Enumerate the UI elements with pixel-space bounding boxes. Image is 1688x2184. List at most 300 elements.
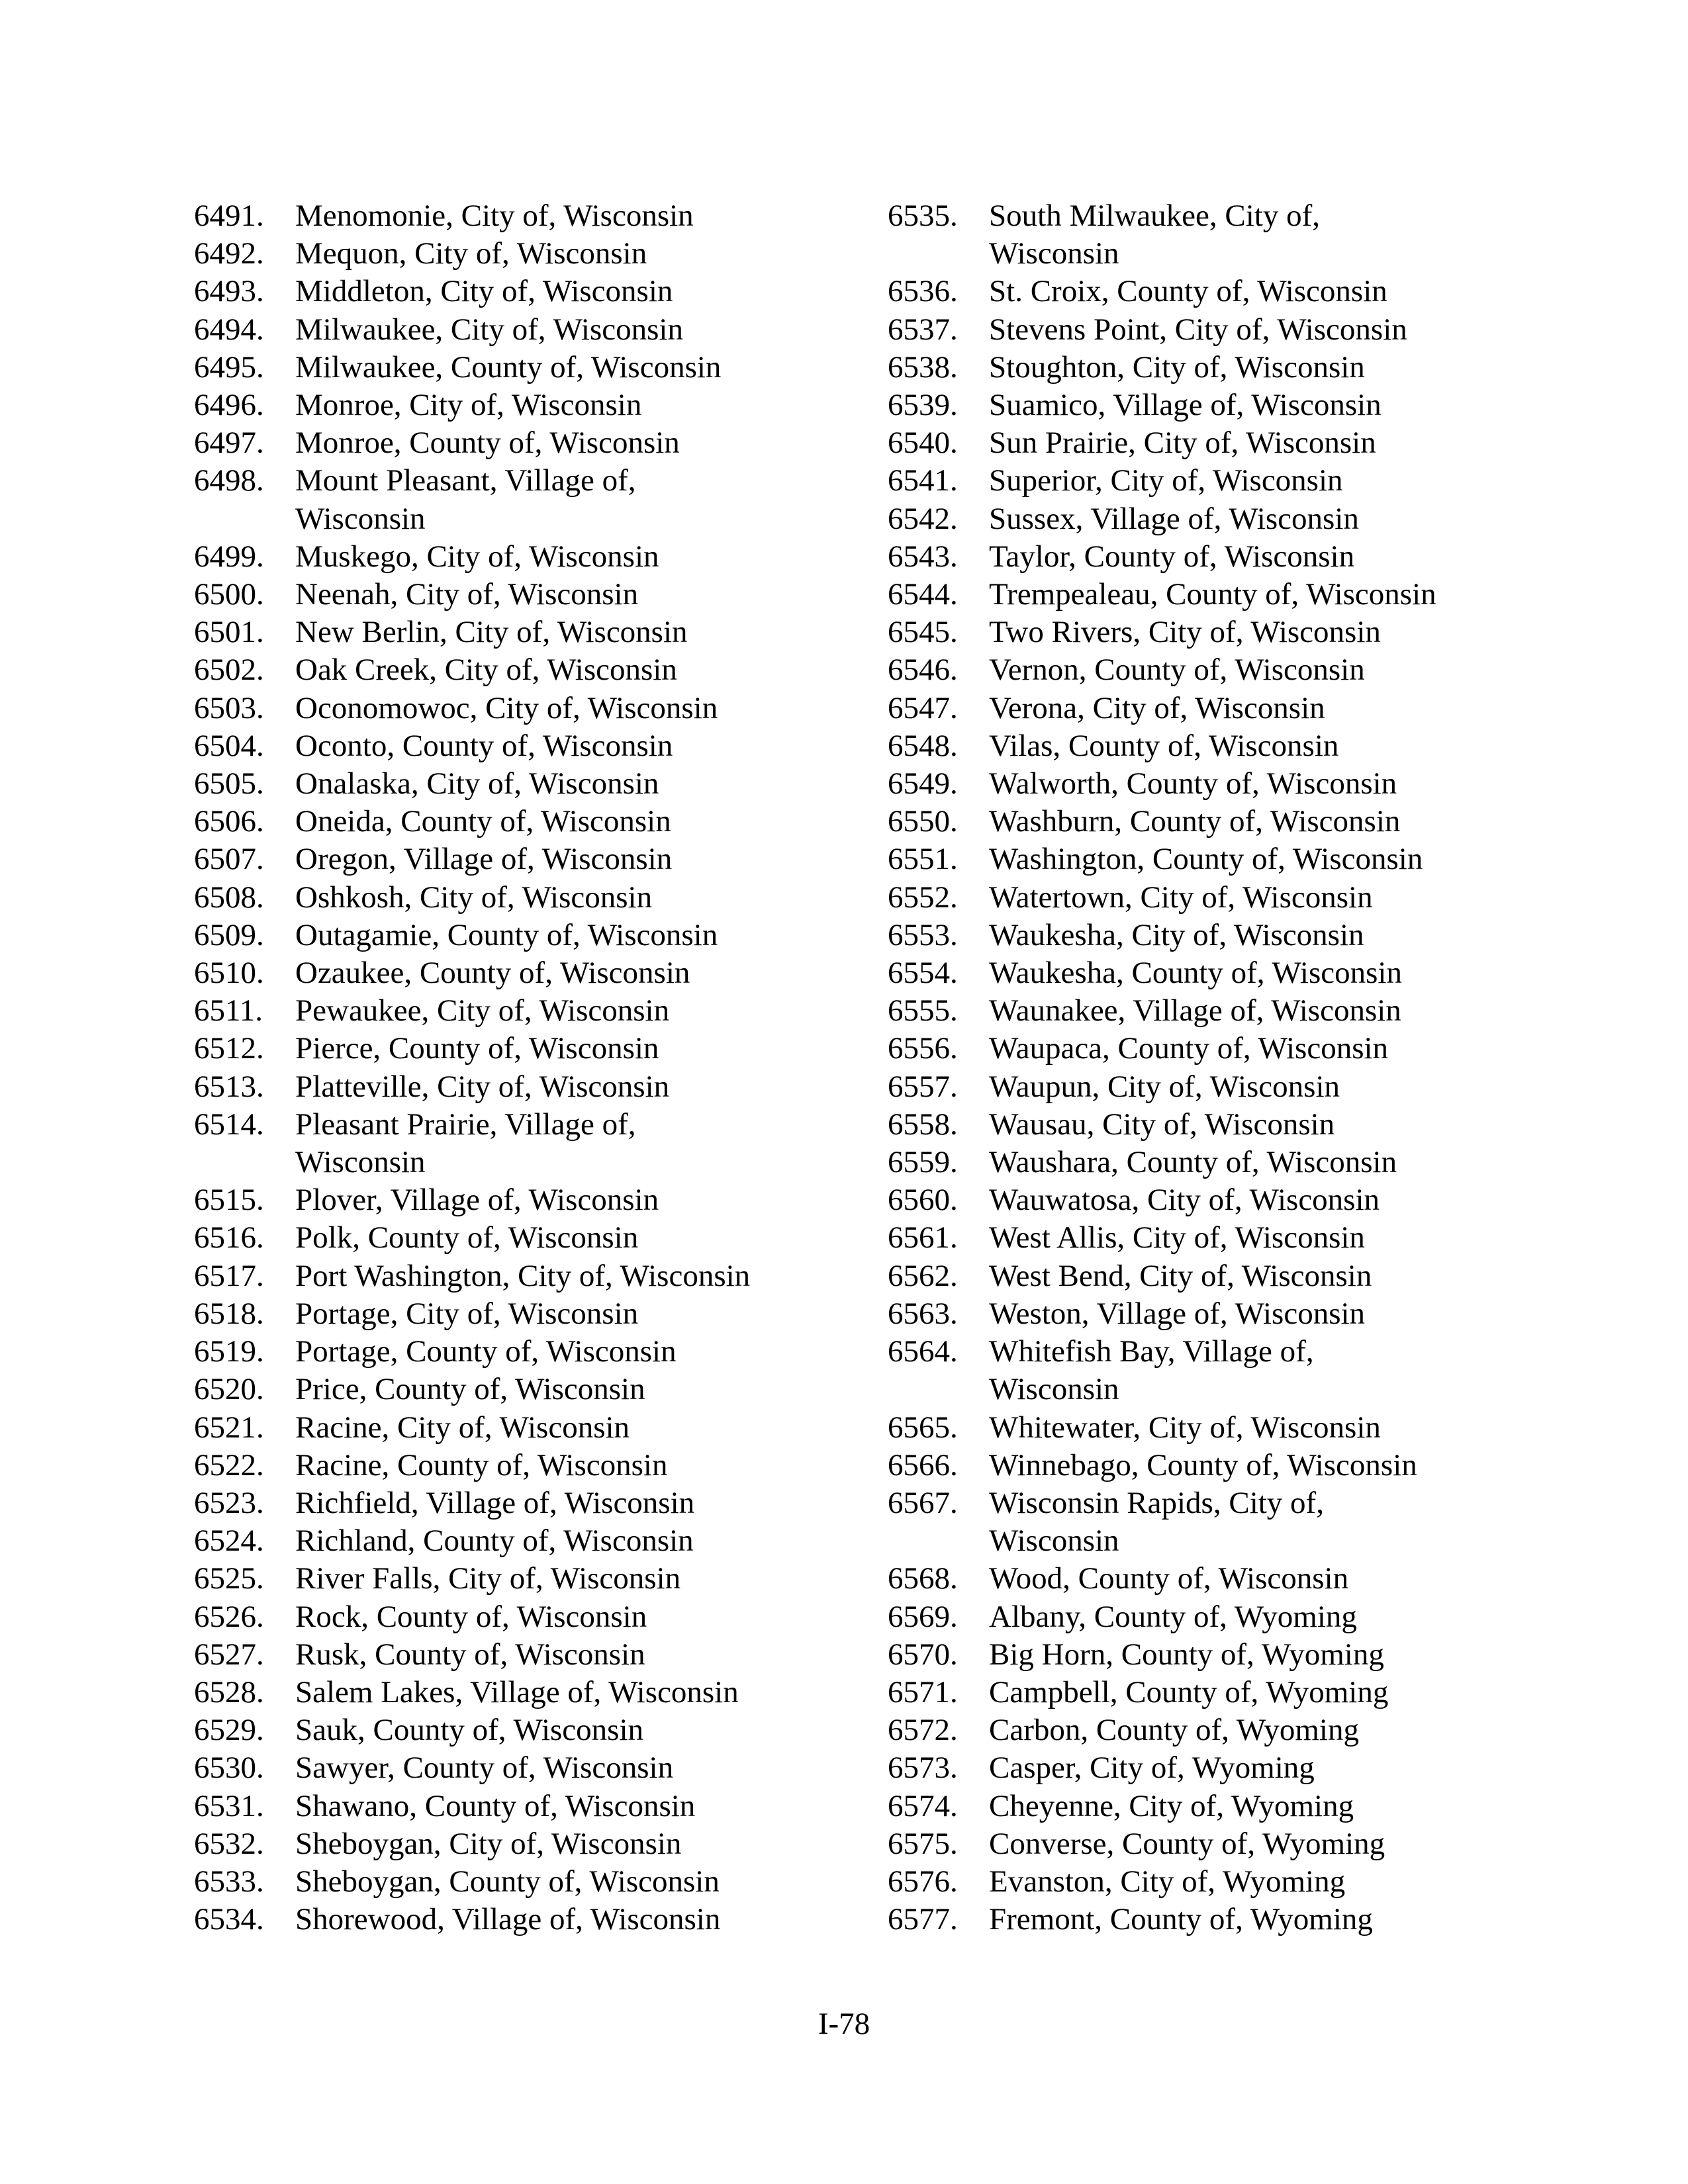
list-item [888,992,1550,1030]
entry-name-text: Verona, City of, Wisconsin [989,690,1325,725]
entry-name-text: Milwaukee, County of, Wisconsin [295,349,722,385]
entry-name [989,1901,1550,1938]
list-item [888,1409,1550,1447]
entry-name-text: Waupaca, County of, Wisconsin [989,1031,1389,1066]
list-item [888,803,1550,841]
list-item [888,727,1550,765]
list-item [194,879,856,917]
entry-name [295,727,856,765]
entry-name [295,1106,856,1181]
entry-number: 6554. [888,956,958,991]
list-item [194,1447,856,1484]
list-item [194,1484,856,1522]
entry-number: 6571. [888,1674,958,1709]
entry-name-text: Waupun, City of, Wisconsin [989,1069,1340,1104]
entry-number: 6497. [194,426,264,461]
list-item [194,1295,856,1333]
entry-name [989,954,1550,992]
entry-name [989,1257,1550,1295]
entry-name [295,1788,856,1825]
left-column [194,197,856,1938]
entry-number: 6513. [194,1069,264,1104]
entry-name [295,1181,856,1219]
entry-name-text: Washington, County of, Wisconsin [989,842,1423,877]
entry-name [989,1144,1550,1181]
entry-number: 6507. [194,842,264,877]
list-item [888,1711,1550,1749]
list-item [888,1144,1550,1181]
list-item [888,765,1550,803]
list-item [194,1863,856,1901]
entry-number: 6543. [888,539,958,574]
entry-number: 6542. [888,501,958,536]
entry-name-text: Trempealeau, County of, Wisconsin [989,577,1436,612]
entry-name-continuation: Wisconsin [295,501,426,536]
list-item [194,727,856,765]
entry-name [989,387,1550,424]
entry-name-text: Big Horn, County of, Wyoming [989,1637,1384,1672]
entry-name-text: Converse, County of, Wyoming [989,1826,1385,1861]
entry-name [295,690,856,727]
entry-name-text: Oconomowoc, City of, Wisconsin [295,690,718,725]
entry-name [989,576,1550,614]
entry-name [989,1788,1550,1825]
list-item [194,1181,856,1219]
entry-name-text: Sun Prairie, City of, Wisconsin [989,426,1376,461]
entry-name-text: Oak Creek, City of, Wisconsin [295,653,677,688]
entry-name-text: Monroe, City of, Wisconsin [295,388,642,423]
entry-number: 6550. [888,804,958,839]
entry-number: 6559. [888,1145,958,1180]
list-item [194,992,856,1030]
entry-name-text: Carbon, County of, Wyoming [989,1713,1359,1748]
entry-name-text: Pleasant Prairie, Village of, [295,1107,636,1142]
list-item [888,387,1550,424]
entry-name-text: Fremont, County of, Wyoming [989,1902,1373,1937]
entry-name-continuation: Wisconsin [989,236,1119,271]
entry-number: 6546. [888,653,958,688]
list-item [888,1068,1550,1106]
list-item [194,1711,856,1749]
right-column [888,197,1550,1938]
entry-name [989,1068,1550,1106]
entry-number: 6555. [888,993,958,1028]
entry-number: 6537. [888,312,958,347]
list-item [888,1674,1550,1711]
entry-name-text: Milwaukee, City of, Wisconsin [295,312,683,347]
entry-name-text: Outagamie, County of, Wisconsin [295,917,718,952]
entry-name [295,1636,856,1674]
entry-name-text: Sheboygan, City of, Wisconsin [295,1826,682,1861]
list-item [888,1825,1550,1863]
entry-name-text: Monroe, County of, Wisconsin [295,426,680,461]
entry-number: 6505. [194,766,264,801]
entry-name-text: New Berlin, City of, Wisconsin [295,615,688,650]
entry-name-text: Racine, County of, Wisconsin [295,1447,668,1482]
entry-number: 6531. [194,1788,264,1823]
entry-number: 6503. [194,690,264,725]
entry-number: 6522. [194,1447,264,1482]
entry-number: 6516. [194,1220,264,1255]
entry-number: 6518. [194,1296,264,1331]
entry-name-text: Vernon, County of, Wisconsin [989,653,1365,688]
entry-name-text: Onalaska, City of, Wisconsin [295,766,659,801]
list-item [194,1636,856,1674]
entry-name-text: Richland, County of, Wisconsin [295,1524,694,1559]
list-item [888,1636,1550,1674]
list-item [888,1447,1550,1484]
entry-name [295,803,856,841]
entry-name [989,803,1550,841]
entry-name [295,311,856,349]
entry-name-text: River Falls, City of, Wisconsin [295,1561,681,1596]
entry-name-text: Rock, County of, Wisconsin [295,1599,647,1634]
entry-number: 6499. [194,539,264,574]
entry-name [989,841,1550,878]
entry-name [295,651,856,689]
entry-number: 6558. [888,1107,958,1142]
entry-name-text: Wausau, City of, Wisconsin [989,1107,1335,1142]
list-item [194,1106,856,1181]
entry-name-text: Racine, City of, Wisconsin [295,1410,630,1445]
entry-name [295,1371,856,1408]
list-item [888,1219,1550,1257]
entry-name [989,500,1550,538]
entry-name [295,1825,856,1863]
entry-number: 6536. [888,274,958,309]
list-item [194,1371,856,1408]
list-item [194,917,856,954]
list-item [194,1674,856,1711]
list-item [888,1333,1550,1408]
entry-number: 6547. [888,690,958,725]
entry-number: 6517. [194,1258,264,1293]
entry-name [295,576,856,614]
entry-name [989,651,1550,689]
entry-name-text: Wauwatosa, City of, Wisconsin [989,1183,1380,1218]
list-item [888,954,1550,992]
entry-name-text: Suamico, Village of, Wisconsin [989,388,1382,423]
list-item [194,841,856,878]
entry-number: 6519. [194,1334,264,1369]
list-item [888,1749,1550,1787]
list-item [194,651,856,689]
entry-name-text: Neenah, City of, Wisconsin [295,577,639,612]
entry-name-text: Menomonie, City of, Wisconsin [295,199,694,233]
list-item [194,273,856,310]
entry-number: 6545. [888,615,958,650]
entry-number: 6557. [888,1069,958,1104]
list-item [194,576,856,614]
entry-name [295,1863,856,1901]
entry-number: 6514. [194,1107,264,1142]
entry-name-text: Ozaukee, County of, Wisconsin [295,956,690,991]
list-item [888,538,1550,576]
entry-name [989,197,1550,273]
entry-number: 6498. [194,463,264,498]
entry-number: 6530. [194,1751,264,1786]
entry-name [989,273,1550,310]
entry-number: 6540. [888,426,958,461]
entry-name [989,1295,1550,1333]
entry-name [295,1219,856,1257]
entry-name [989,727,1550,765]
entry-number: 6549. [888,766,958,801]
list-item [888,1030,1550,1068]
entry-number: 6565. [888,1410,958,1445]
entry-name [989,879,1550,917]
entry-number: 6501. [194,615,264,650]
entry-name-text: Portage, County of, Wisconsin [295,1334,677,1369]
entry-name-text: Oneida, County of, Wisconsin [295,804,671,839]
entry-name-text: Middleton, City of, Wisconsin [295,274,673,309]
entry-number: 6570. [888,1637,958,1672]
entry-name [295,1749,856,1787]
entry-number: 6569. [888,1599,958,1634]
entry-number: 6524. [194,1524,264,1559]
page-number: I-78 [818,2007,870,2041]
entry-name-text: Salem Lakes, Village of, Wisconsin [295,1674,739,1709]
entry-name [989,917,1550,954]
list-item [888,1295,1550,1333]
entry-name [989,1409,1550,1447]
entry-name-text: Waushara, County of, Wisconsin [989,1145,1397,1180]
entry-name [989,1560,1550,1598]
entry-name-text: Albany, County of, Wyoming [989,1599,1357,1634]
entry-number: 6573. [888,1751,958,1786]
entry-name-text: Plover, Village of, Wisconsin [295,1183,659,1218]
entry-number: 6548. [888,728,958,763]
entry-name [295,1901,856,1938]
list-item [194,765,856,803]
entry-name [295,1598,856,1636]
entry-name-text: Wisconsin Rapids, City of, [989,1485,1324,1520]
entry-name-text: Waukesha, City of, Wisconsin [989,917,1364,952]
entry-number: 6529. [194,1713,264,1748]
entry-name [295,197,856,235]
entry-number: 6506. [194,804,264,839]
list-item [888,1484,1550,1560]
entry-number: 6520. [194,1372,264,1407]
list-item [194,803,856,841]
entry-name-text: St. Croix, County of, Wisconsin [989,274,1387,309]
entry-name [295,1447,856,1484]
entry-name [295,992,856,1030]
entry-name-text: Cheyenne, City of, Wyoming [989,1788,1354,1823]
entry-name [295,1409,856,1447]
entry-name-text: Shorewood, Village of, Wisconsin [295,1902,721,1937]
entry-name-text: Mount Pleasant, Village of, [295,463,636,498]
entry-name-text: Whitefish Bay, Village of, [989,1334,1314,1369]
entry-name [989,1598,1550,1636]
entry-number: 6502. [194,653,264,688]
entry-number: 6572. [888,1713,958,1748]
entry-name [295,538,856,576]
entry-name-text: Wood, County of, Wisconsin [989,1561,1349,1596]
list-item [888,576,1550,614]
entry-number: 6576. [888,1864,958,1899]
list-item [194,1068,856,1106]
entry-name [295,273,856,310]
entry-name-text: Portage, City of, Wisconsin [295,1296,639,1331]
list-item [888,651,1550,689]
entry-number: 6538. [888,349,958,385]
entry-name-text: Price, County of, Wisconsin [295,1372,645,1407]
entry-name-text: Casper, City of, Wyoming [989,1751,1315,1786]
entry-name [989,1181,1550,1219]
entry-number: 6525. [194,1561,264,1596]
entry-name-text: Shawano, County of, Wisconsin [295,1788,696,1823]
entry-name [295,1257,856,1295]
entry-number: 6556. [888,1031,958,1066]
list-item [194,614,856,651]
entry-number: 6495. [194,349,264,385]
list-item [194,424,856,462]
entry-name [295,1522,856,1560]
entry-number: 6523. [194,1485,264,1520]
entry-name [295,954,856,992]
list-item [194,1901,856,1938]
entry-number: 6508. [194,880,264,915]
entry-number: 6561. [888,1220,958,1255]
entry-name [295,917,856,954]
list-item [888,349,1550,387]
entry-name-text: Campbell, County of, Wyoming [989,1674,1389,1709]
entry-name-text: Sauk, County of, Wisconsin [295,1713,643,1748]
entry-name [989,1636,1550,1674]
list-item [194,1257,856,1295]
entry-name-text: Muskego, City of, Wisconsin [295,539,659,574]
entry-name-continuation: Wisconsin [989,1524,1119,1559]
list-item [888,614,1550,651]
list-item [888,311,1550,349]
entry-name [989,1447,1550,1484]
entry-name-text: Evanston, City of, Wyoming [989,1864,1346,1899]
entry-name-text: Watertown, City of, Wisconsin [989,880,1373,915]
list-item [888,1598,1550,1636]
entry-number: 6567. [888,1485,958,1520]
entry-name [295,462,856,537]
entry-number: 6560. [888,1183,958,1218]
entry-name-text: Pierce, County of, Wisconsin [295,1031,659,1066]
entry-name-text: West Bend, City of, Wisconsin [989,1258,1372,1293]
list-item [888,1863,1550,1901]
entry-name-text: Stevens Point, City of, Wisconsin [989,312,1407,347]
entry-name [989,1106,1550,1144]
list-item [888,690,1550,727]
list-item [194,349,856,387]
list-item [888,1901,1550,1938]
entry-name [295,1030,856,1068]
entry-name [989,992,1550,1030]
entry-name [989,538,1550,576]
list-item [194,1409,856,1447]
entry-name [295,841,856,878]
entry-name-text: Weston, Village of, Wisconsin [989,1296,1366,1331]
entry-name [989,311,1550,349]
entry-number: 6564. [888,1334,958,1369]
entry-name [989,462,1550,500]
list-item [194,1522,856,1560]
list-item [888,1106,1550,1144]
entry-number: 6568. [888,1561,958,1596]
entry-name [295,1333,856,1371]
list-item [194,235,856,273]
list-item [888,1181,1550,1219]
entry-name [989,1333,1550,1408]
entry-name-text: Two Rivers, City of, Wisconsin [989,615,1381,650]
list-item [194,462,856,537]
entry-name-text: Sawyer, County of, Wisconsin [295,1751,674,1786]
entry-number: 6521. [194,1410,264,1445]
list-item [194,1030,856,1068]
list-item [194,1749,856,1787]
list-item [194,1560,856,1598]
entry-number: 6553. [888,917,958,952]
entry-number: 6563. [888,1296,958,1331]
entry-number: 6509. [194,917,264,952]
entry-name-text: Rusk, County of, Wisconsin [295,1637,645,1672]
entry-name-text: West Allis, City of, Wisconsin [989,1220,1365,1255]
entry-number: 6528. [194,1674,264,1709]
list-item [888,197,1550,273]
entry-name [295,1295,856,1333]
list-item [194,1219,856,1257]
entry-number: 6510. [194,956,264,991]
entry-name-text: Richfield, Village of, Wisconsin [295,1485,695,1520]
entry-name-text: Oconto, County of, Wisconsin [295,728,673,763]
list-item [888,1788,1550,1825]
entry-number: 6551. [888,842,958,877]
entry-number: 6533. [194,1864,264,1899]
list-item [194,954,856,992]
entry-name [295,1674,856,1711]
list-item [888,879,1550,917]
entry-number: 6512. [194,1031,264,1066]
entry-number: 6566. [888,1447,958,1482]
entry-name [989,765,1550,803]
list-item [194,1598,856,1636]
list-item [194,1333,856,1371]
entry-name-text: Oshkosh, City of, Wisconsin [295,880,653,915]
entry-name-text: Platteville, City of, Wisconsin [295,1069,670,1104]
entry-name-text: Winnebago, County of, Wisconsin [989,1447,1417,1482]
entry-name [295,1068,856,1106]
entry-name [295,614,856,651]
list-item [194,690,856,727]
entry-name-text: Sheboygan, County of, Wisconsin [295,1864,720,1899]
entry-number: 6562. [888,1258,958,1293]
entry-number: 6500. [194,577,264,612]
entry-number: 6535. [888,199,958,233]
entry-name-text: Pewaukee, City of, Wisconsin [295,993,670,1028]
entry-name-text: Mequon, City of, Wisconsin [295,236,647,271]
entry-number: 6504. [194,728,264,763]
entry-name [295,349,856,387]
entry-name-text: Superior, City of, Wisconsin [989,463,1343,498]
entry-number: 6541. [888,463,958,498]
entry-name [295,1560,856,1598]
entry-number: 6539. [888,388,958,423]
entry-name [295,387,856,424]
list-item [888,917,1550,954]
entry-number: 6526. [194,1599,264,1634]
entry-name [295,235,856,273]
entry-name-text: Waukesha, County of, Wisconsin [989,956,1402,991]
entry-name-text: Polk, County of, Wisconsin [295,1220,639,1255]
list-item [888,424,1550,462]
list-item [194,1788,856,1825]
